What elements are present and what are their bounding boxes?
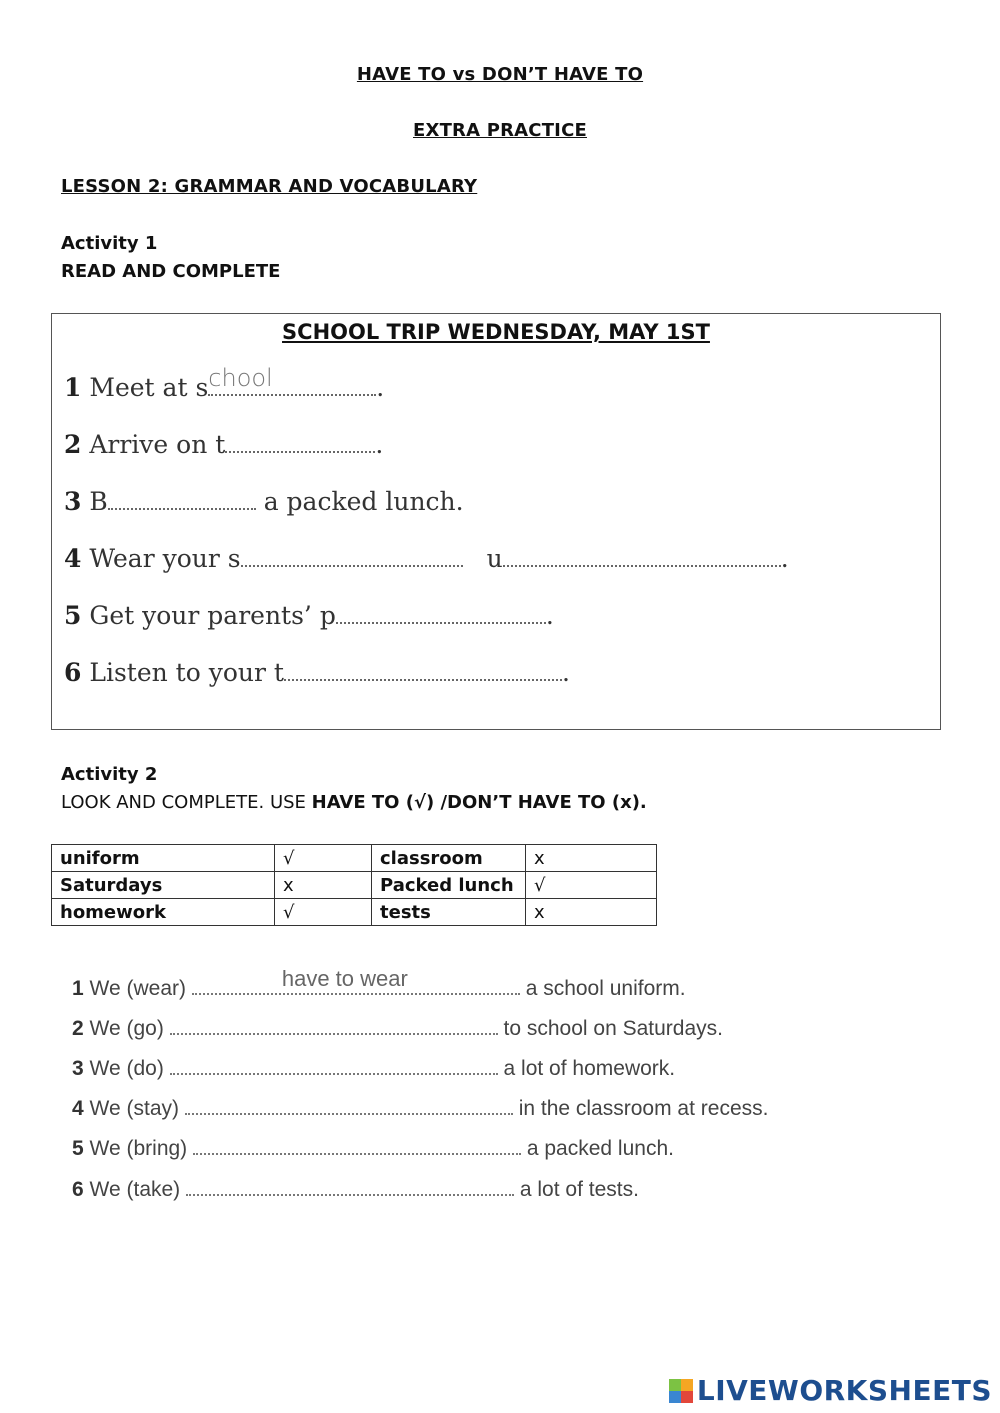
table-cell: homework (52, 899, 275, 926)
answer-blank-6[interactable] (186, 1176, 514, 1196)
item-number: 6 (64, 658, 82, 687)
item-text: Wear your s (89, 544, 241, 573)
instruction-text: LOOK AND COMPLETE. USE (61, 792, 312, 813)
lesson-heading: LESSON 2: GRAMMAR AND VOCABULARY (61, 176, 478, 197)
item-mid: u (486, 544, 503, 573)
item-end: a lot of homework. (503, 1057, 676, 1080)
answer-blank-3[interactable] (170, 1055, 498, 1075)
table-cell: uniform (52, 845, 275, 872)
table-cell: √ (526, 872, 657, 899)
exercise-item-5 (72, 1135, 674, 1161)
exercise-item-1 (72, 966, 686, 1001)
liveworksheets-logo (669, 1374, 992, 1407)
exercise-item-2 (72, 1015, 723, 1041)
item-end: a packed lunch. (526, 1137, 674, 1160)
school-trip-title: SCHOOL TRIP WEDNESDAY, MAY 1ST (282, 320, 710, 344)
answer-blank-6[interactable] (284, 657, 562, 681)
item-number: 1 (72, 977, 84, 1000)
trip-item-5 (64, 600, 554, 630)
answer-blank-1[interactable] (192, 966, 520, 995)
reference-table (51, 844, 657, 926)
item-number: 5 (72, 1137, 84, 1160)
item-end: . (780, 544, 789, 573)
exercise-item-6 (72, 1176, 639, 1202)
answer-blank-4a[interactable] (241, 543, 463, 567)
instruction-bold: HAVE TO (√) /DON’T HAVE TO (x). (311, 792, 647, 813)
item-prompt: We (go) (89, 1017, 164, 1040)
exercise-item-3 (72, 1055, 675, 1081)
item-prompt: We (stay) (89, 1097, 179, 1120)
worksheet-title: HAVE TO vs DON’T HAVE TO (356, 64, 644, 85)
item-text: Listen to your t (89, 658, 284, 687)
table-row (52, 872, 657, 899)
table-cell: x (526, 899, 657, 926)
item-number: 3 (72, 1057, 84, 1080)
item-text: B (89, 487, 108, 516)
activity2-label: Activity 2 (61, 764, 158, 785)
trip-item-1 (64, 364, 385, 402)
activity1-instruction: READ AND COMPLETE (61, 261, 281, 282)
trip-item-6 (64, 657, 570, 687)
answer-blank-3[interactable] (108, 486, 256, 510)
trip-item-4 (64, 543, 789, 573)
answer-blank-5[interactable] (336, 600, 546, 624)
table-cell: √ (275, 845, 372, 872)
trip-item-3 (64, 486, 464, 516)
item-end: . (375, 430, 384, 459)
item-text: Meet at s (89, 373, 209, 402)
item-end: a school uniform. (525, 977, 686, 1000)
item-end: . (545, 601, 554, 630)
school-trip-box (51, 313, 941, 730)
item-number: 2 (64, 430, 82, 459)
answer-blank-4[interactable] (185, 1095, 513, 1115)
table-cell: classroom (372, 845, 526, 872)
exercise-item-4 (72, 1095, 768, 1121)
table-cell: x (526, 845, 657, 872)
item-end: in the classroom at recess. (518, 1097, 769, 1120)
item-end: . (561, 658, 570, 687)
answer-blank-1[interactable] (208, 364, 376, 396)
table-row (52, 845, 657, 872)
item-number: 4 (72, 1097, 84, 1120)
item-end: a lot of tests. (519, 1178, 639, 1201)
answer-blank-2[interactable] (170, 1015, 498, 1035)
trip-item-2 (64, 429, 383, 459)
liveworksheets-logo-icon (669, 1379, 693, 1403)
activity2-instruction (61, 792, 647, 813)
item-text: Get your parents’ p (89, 601, 336, 630)
item-prompt: We (take) (89, 1178, 181, 1201)
table-cell: Saturdays (52, 872, 275, 899)
answer-blank-2[interactable] (225, 429, 375, 453)
item-number: 1 (64, 373, 82, 402)
item-prompt: We (bring) (89, 1137, 188, 1160)
brand-name: LIVEWORKSHEETS (696, 1374, 992, 1407)
table-cell: tests (372, 899, 526, 926)
answer-blank-5[interactable] (193, 1135, 521, 1155)
worksheet-subtitle: EXTRA PRACTICE (413, 120, 587, 141)
item-number: 6 (72, 1178, 84, 1201)
table-cell: Packed lunch (372, 872, 526, 899)
item-number: 2 (72, 1017, 84, 1040)
item-number: 5 (64, 601, 82, 630)
answer-blank-4b[interactable] (503, 543, 781, 567)
table-row (52, 899, 657, 926)
answer-text: chool (208, 364, 273, 392)
item-end: to school on Saturdays. (503, 1017, 723, 1040)
item-prompt: We (wear) (89, 977, 186, 1000)
item-number: 4 (64, 544, 82, 573)
table-cell: √ (275, 899, 372, 926)
table-cell: x (275, 872, 372, 899)
activity1-label: Activity 1 (61, 233, 158, 254)
item-prompt: We (do) (89, 1057, 164, 1080)
answer-text: have to wear (281, 966, 408, 991)
item-number: 3 (64, 487, 82, 516)
item-text: Arrive on t (89, 430, 226, 459)
item-end: a packed lunch. (263, 487, 464, 516)
item-end: . (376, 373, 385, 402)
